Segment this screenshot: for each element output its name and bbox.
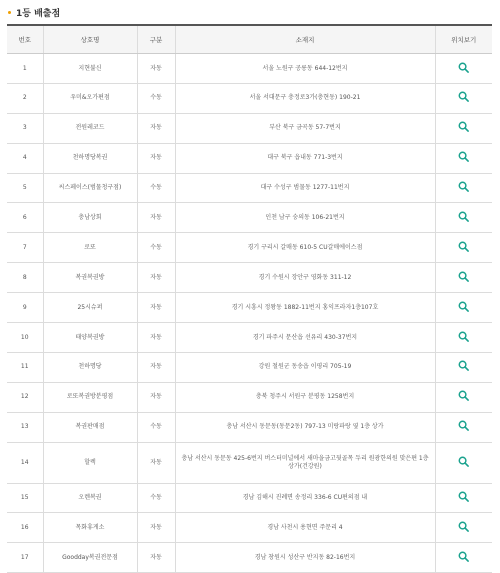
- cell-address: 서울 노원구 공릉동 644-12번지: [175, 54, 435, 84]
- cell-address: 경남 창원시 성산구 반지동 82-16번지: [175, 543, 435, 573]
- cell-location: [435, 323, 492, 353]
- cell-type: 수동: [137, 483, 175, 513]
- cell-no: 14: [7, 442, 43, 483]
- section-title: 1등 배출점: [16, 8, 61, 19]
- header-type: 구분: [137, 25, 175, 54]
- table-row: [7, 382, 492, 412]
- cell-location: [435, 203, 492, 233]
- cell-name: 씨스페이스(범물청구점): [43, 173, 137, 203]
- header-no: 번호: [7, 25, 43, 54]
- cell-no: 15: [7, 483, 43, 513]
- cell-name: 오렌복권: [43, 483, 137, 513]
- search-icon[interactable]: [458, 62, 469, 73]
- cell-address: 경남 김해시 진례면 송정리 336-6 CU편의점 내: [175, 483, 435, 513]
- cell-address: 경기 파주시 문산읍 선유리 430-37번지: [175, 323, 435, 353]
- cell-address: 충남 서산시 동문동 425-6번지 버스터미널에서 새마을금고뒷골목 두리 원광한의원 맞은편 1층상가(건강원): [175, 442, 435, 483]
- cell-type: 자동: [137, 352, 175, 382]
- cell-type: 자동: [137, 54, 175, 84]
- cell-name: 복권판매점: [43, 412, 137, 442]
- cell-address: 강원 철원군 동송읍 이평리 705-19: [175, 352, 435, 382]
- cell-location: [435, 293, 492, 323]
- cell-type: 수동: [137, 83, 175, 113]
- cell-address: 부산 북구 금곡동 57-7번지: [175, 113, 435, 143]
- cell-location: [435, 263, 492, 293]
- search-icon[interactable]: [458, 241, 469, 252]
- cell-type: 자동: [137, 543, 175, 573]
- cell-name: 할렉: [43, 442, 137, 483]
- cell-no: 8: [7, 263, 43, 293]
- cell-no: 16: [7, 513, 43, 543]
- table-row: [7, 233, 492, 263]
- cell-name: 우미&오가편점: [43, 83, 137, 113]
- cell-no: 4: [7, 143, 43, 173]
- header-name: 상호명: [43, 25, 137, 54]
- cell-location: [435, 513, 492, 543]
- cell-name: Goodday복권전문점: [43, 543, 137, 573]
- cell-location: [435, 83, 492, 113]
- search-icon[interactable]: [458, 211, 469, 222]
- cell-no: 6: [7, 203, 43, 233]
- cell-name: 목화휴게소: [43, 513, 137, 543]
- cell-no: 7: [7, 233, 43, 263]
- cell-location: [435, 483, 492, 513]
- cell-type: 자동: [137, 113, 175, 143]
- header-location: 위치보기: [435, 25, 492, 54]
- search-icon[interactable]: [458, 181, 469, 192]
- table-header-row: [7, 25, 492, 54]
- bullet-icon: [8, 11, 11, 14]
- search-icon[interactable]: [458, 271, 469, 282]
- cell-name: 태양복권방: [43, 323, 137, 353]
- cell-type: 자동: [137, 323, 175, 353]
- search-icon[interactable]: [458, 390, 469, 401]
- cell-name: 로또복권방분평점: [43, 382, 137, 412]
- table-row: [7, 143, 492, 173]
- table-row: [7, 263, 492, 293]
- cell-no: 13: [7, 412, 43, 442]
- cell-no: 3: [7, 113, 43, 143]
- table-row: [7, 513, 492, 543]
- table-row: [7, 323, 492, 353]
- cell-no: 12: [7, 382, 43, 412]
- cell-location: [435, 113, 492, 143]
- cell-no: 2: [7, 83, 43, 113]
- cell-name: 천하명당: [43, 352, 137, 382]
- cell-name: 복권복권방: [43, 263, 137, 293]
- search-icon[interactable]: [458, 456, 469, 467]
- cell-type: 자동: [137, 442, 175, 483]
- cell-address: 경남 사천시 용현면 주문리 4: [175, 513, 435, 543]
- table-row: [7, 173, 492, 203]
- cell-no: 11: [7, 352, 43, 382]
- search-icon[interactable]: [458, 121, 469, 132]
- cell-address: 경기 수원시 장안구 영화동 311-12: [175, 263, 435, 293]
- cell-name: 지현불신: [43, 54, 137, 84]
- cell-location: [435, 442, 492, 483]
- table-row: [7, 113, 492, 143]
- cell-address: 경기 구리시 갈매동 610-5 CU갈매에이스점: [175, 233, 435, 263]
- search-icon[interactable]: [458, 420, 469, 431]
- cell-name: 25시슈퍼: [43, 293, 137, 323]
- cell-type: 수동: [137, 233, 175, 263]
- cell-type: 자동: [137, 382, 175, 412]
- cell-type: 자동: [137, 203, 175, 233]
- cell-name: 천하명당복권: [43, 143, 137, 173]
- search-icon[interactable]: [458, 151, 469, 162]
- search-icon[interactable]: [458, 360, 469, 371]
- cell-name: 충남상회: [43, 203, 137, 233]
- cell-type: 자동: [137, 513, 175, 543]
- table-row: [7, 352, 492, 382]
- cell-location: [435, 382, 492, 412]
- table-row: [7, 483, 492, 513]
- table-row: [7, 203, 492, 233]
- cell-location: [435, 173, 492, 203]
- cell-name: 전원레코드: [43, 113, 137, 143]
- cell-type: 자동: [137, 263, 175, 293]
- section-header: [0, 0, 500, 24]
- table-row: [7, 442, 492, 483]
- cell-address: 대구 북구 읍내동 771-3번지: [175, 143, 435, 173]
- cell-location: [435, 54, 492, 84]
- cell-no: 1: [7, 54, 43, 84]
- cell-location: [435, 352, 492, 382]
- cell-address: 서울 서대문구 충정로3가(충현동) 190-21: [175, 83, 435, 113]
- cell-type: 자동: [137, 293, 175, 323]
- search-icon[interactable]: [458, 331, 469, 342]
- cell-address: 충북 청주시 서원구 분평동 1258번지: [175, 382, 435, 412]
- cell-type: 자동: [137, 143, 175, 173]
- cell-location: [435, 543, 492, 573]
- winners-table: [7, 24, 492, 573]
- search-icon[interactable]: [458, 491, 469, 502]
- header-address: 소재지: [175, 25, 435, 54]
- cell-location: [435, 233, 492, 263]
- cell-address: 경기 시흥시 정왕동 1882-11번지 홍익프라자1층107호: [175, 293, 435, 323]
- cell-location: [435, 143, 492, 173]
- cell-no: 9: [7, 293, 43, 323]
- table-row: [7, 83, 492, 113]
- cell-no: 5: [7, 173, 43, 203]
- cell-name: 로또: [43, 233, 137, 263]
- search-icon[interactable]: [458, 551, 469, 562]
- cell-type: 수동: [137, 412, 175, 442]
- search-icon[interactable]: [458, 301, 469, 312]
- table-row: [7, 54, 492, 84]
- cell-address: 충남 서산시 동문동(동문2동) 797-13 미랑파랑 옆 1층 상가: [175, 412, 435, 442]
- table-row: [7, 412, 492, 442]
- table-row: [7, 543, 492, 573]
- search-icon[interactable]: [458, 91, 469, 102]
- cell-no: 17: [7, 543, 43, 573]
- cell-type: 수동: [137, 173, 175, 203]
- table-row: [7, 293, 492, 323]
- cell-address: 인천 남구 숭의동 106-21번지: [175, 203, 435, 233]
- cell-address: 대구 수성구 범물동 1277-11번지: [175, 173, 435, 203]
- cell-location: [435, 412, 492, 442]
- cell-no: 10: [7, 323, 43, 353]
- search-icon[interactable]: [458, 521, 469, 532]
